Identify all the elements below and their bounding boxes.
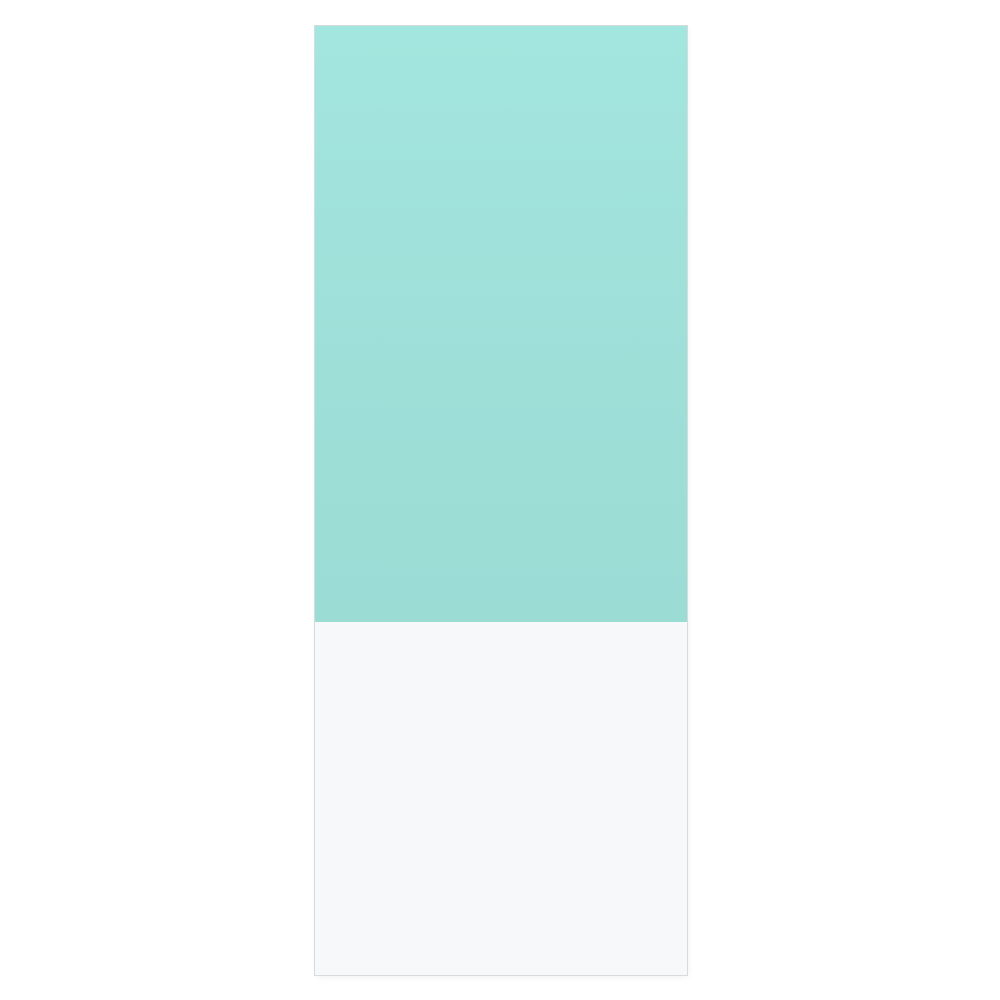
product-box: [315, 26, 687, 975]
teal-panel: [315, 26, 687, 622]
ingredients-block: [330, 678, 680, 1000]
ingredients-panel: [315, 622, 687, 975]
